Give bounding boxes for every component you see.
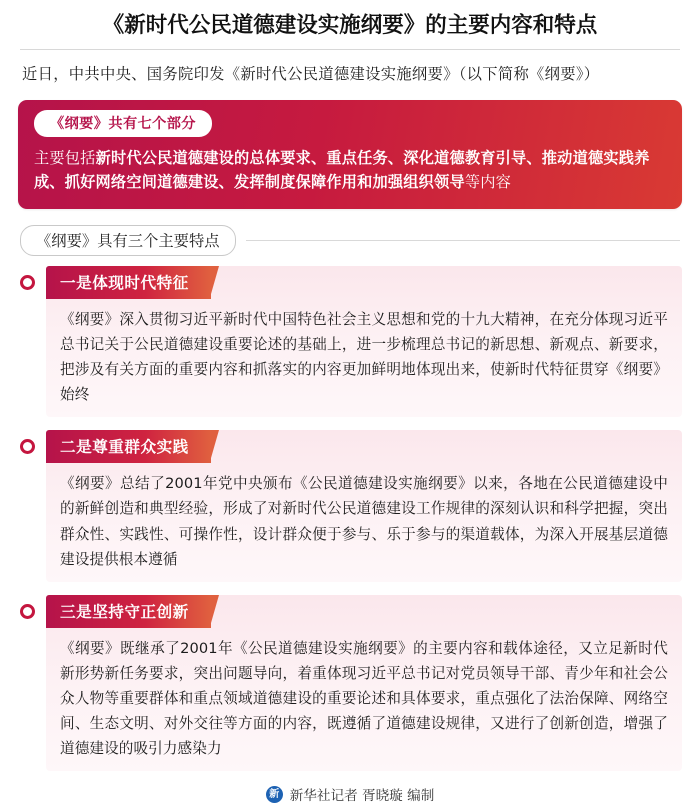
features-section-rule: [246, 240, 680, 241]
summary-text-bold: 新时代公民道德建设的总体要求、重点任务、深化道德教育引导、推动道德实践养成、抓好网络空间道德建设、发挥制度保障作用和加强组织领导: [34, 148, 650, 192]
xinhua-logo-icon: 新: [266, 786, 283, 803]
feature-text: 《纲要》总结了2001年党中央颁布《公民道德建设实施纲要》以来，各地在公民道德建设中的新鲜创造和典型经验，形成了对新时代公民道德建设工作规律的深刻认识和科学把握，突出群众性、实践性、可操作性，设计群众便于参与、乐于参与的渠道载体，为深入开展基层道德建设提供根本遵循: [60, 475, 668, 568]
feature-text: 《纲要》深入贯彻习近平新时代中国特色社会主义思想和党的十九大精神，在充分体现习近平总书记关于公民道德建设重要论述的基础上，进一步梳理总书记的新思想、新观点、新要求，把涉及有关方面的重要内容和抓落实的内容更加鲜明地体现出来，使新时代特征贯穿《纲要》始终: [60, 310, 668, 404]
bullet-circle-icon: [20, 604, 35, 619]
summary-pill-label: 《纲要》共有七个部分: [34, 110, 212, 137]
features-section-heading: [20, 225, 680, 256]
feature-heading: 一是体现时代特征: [46, 266, 211, 299]
list-item: [18, 430, 682, 581]
feature-card: [46, 266, 682, 417]
feature-card: [46, 595, 682, 771]
footer-credit-text: 新华社记者 胥晓璇 编制: [289, 788, 435, 804]
summary-text-suffix: 等内容: [464, 173, 512, 192]
feature-card: [46, 430, 682, 581]
bullet-circle-icon: [20, 275, 35, 290]
features-section-label: 《纲要》具有三个主要特点: [20, 225, 236, 256]
feature-heading: 二是尊重群众实践: [46, 430, 211, 463]
footer-credit: [0, 784, 700, 804]
list-item: [18, 595, 682, 771]
list-item: [18, 266, 682, 417]
feature-heading: 三是坚持守正创新: [46, 595, 211, 628]
page-title: 《新时代公民道德建设实施纲要》的主要内容和特点: [102, 13, 598, 38]
summary-text-prefix: 主要包括: [34, 148, 96, 167]
feature-text: 《纲要》既继承了2001年《公民道德建设实施纲要》的主要内容和载体途径，又立足新时代新形势新任务要求，突出问题导向，着重体现习近平总书记对党员领导干部、青少年和社会公众人物等重要群体和重点领域道德建设的重要论述和具体要求，重点强化了法治保障、网络空间、生态文明、对外交往等方面的内容，既遵循了道德建设规律，又进行了创新创造，增强了道德建设的吸引力感染力: [60, 639, 668, 758]
features-list: [18, 266, 682, 771]
summary-red-panel: [18, 100, 682, 209]
bullet-circle-icon: [20, 439, 35, 454]
lead-paragraph: 近日，中共中央、国务院印发《新时代公民道德建设实施纲要》（以下简称《纲要》）: [22, 64, 600, 83]
summary-text: [34, 146, 666, 195]
